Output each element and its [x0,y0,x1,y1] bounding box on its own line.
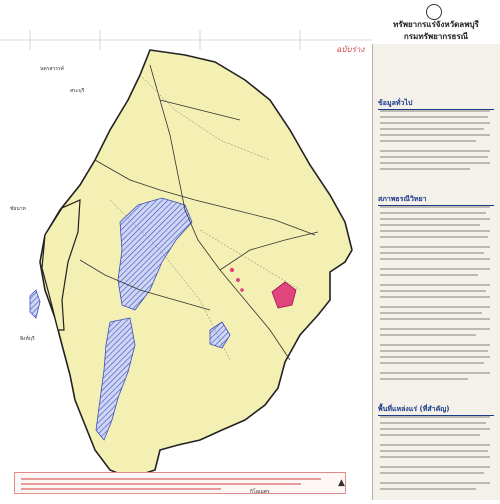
text-line [380,224,480,226]
text-line [380,444,490,446]
text-line [380,246,490,248]
text-line [380,356,490,358]
text-line [380,274,478,276]
text-line [380,428,490,430]
text-line [380,252,484,254]
text-line [380,318,490,320]
text-line [380,434,480,436]
text-line [380,162,490,164]
text-line [380,156,488,158]
text-line [380,362,484,364]
pink-site [230,268,234,272]
disclaimer-box [14,472,346,494]
text-line [380,284,490,286]
text-line [380,296,490,298]
text-line [380,328,490,330]
text-line [380,140,476,142]
text-line [380,168,470,170]
text-line [380,488,476,490]
text-line [380,422,486,424]
section-heading-mineral-areas: พื้นที่แหล่งแร่ (ที่สำคัญ) [378,404,494,416]
scale-bar-label: กิโลเมตร [250,489,270,495]
text-line [380,472,484,474]
text-line [380,218,490,220]
text-line [380,116,488,118]
header-title-2: กรมทรัพยากรธรณี [403,32,469,41]
header-title-1: ทรัพยากรแร่จังหวัดลพบุรี [393,20,479,29]
graticule [0,30,372,50]
text-line [380,466,490,468]
text-line [380,268,490,270]
pink-site [236,278,240,282]
text-line [380,416,490,418]
text-line [380,206,490,208]
text-line [380,110,490,112]
text-line [380,378,468,380]
place-label: นครสวรรค์ [40,66,65,72]
mineral-area-west-island [30,290,40,318]
section-heading-general: ข้อมูลทั่วไป [378,98,494,110]
text-line [380,450,488,452]
text-line [380,122,490,124]
text-line [380,290,486,292]
text-line [380,212,486,214]
info-panel[interactable] [372,44,500,500]
text-line [380,258,490,260]
section-heading-geology: สภาพธรณีวิทยา [378,194,494,206]
text-line [380,312,482,314]
text-line [380,372,490,374]
text-line [380,134,490,136]
text-line [380,306,490,308]
draft-label: ฉบับร่าง [336,45,365,54]
text-line [380,150,490,152]
north-arrow-icon: ▲ [338,478,345,488]
text-line [380,456,490,458]
text-line [380,344,490,346]
place-label: สิงห์บุรี [20,336,35,342]
pink-site [240,288,244,292]
place-label: ชัยนาท [10,206,26,212]
place-label: สระบุรี [70,88,85,94]
text-line [380,334,476,336]
text-line [380,230,490,232]
text-line [380,350,488,352]
text-line [380,128,484,130]
text-line [380,482,490,484]
text-line [380,236,488,238]
